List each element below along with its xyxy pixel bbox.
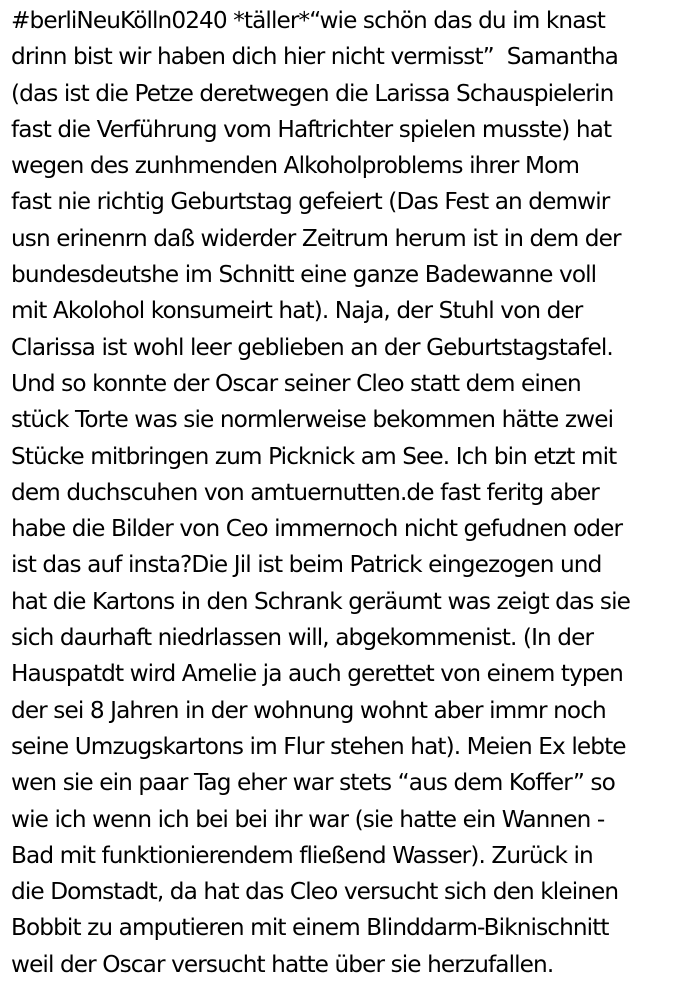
text-line-15: habe die Bilder von Ceo immernoch nicht gefudnen oder bbox=[11, 515, 623, 543]
text-line-2: drinn bist wir haben dich hier nicht vermisst” Samantha bbox=[11, 43, 618, 71]
text-line-6: fast nie richtig Geburtstag gefeiert (Das Fest an demwir bbox=[11, 188, 610, 216]
text-line-9: mit Akolohol konsumeirt hat). Naja, der Stuhl von der bbox=[11, 297, 583, 325]
text-line-27: weil der Oscar versucht hatte über sie herzufallen. bbox=[11, 950, 554, 978]
text-line-26: Bobbit zu amputieren mit einem Blinddarm-Biknischnitt bbox=[11, 914, 609, 942]
text-line-19: Hauspatdt wird Amelie ja auch gerettet von einem typen bbox=[11, 660, 623, 688]
text-line-10: Clarissa ist wohl leer geblieben an der Geburtstagstafel. bbox=[11, 333, 613, 361]
text-line-8: bundesdeutshe im Schnitt eine ganze Badewanne voll bbox=[11, 261, 597, 289]
text-line-12: stück Torte was sie normlerweise bekommen hätte zwei bbox=[11, 406, 614, 434]
text-line-16: ist das auf insta?Die Jil ist beim Patrick eingezogen und bbox=[11, 551, 602, 579]
text-line-18: sich daurhaft niedrlassen will, abgekommenist. (In der bbox=[11, 624, 594, 652]
text-line-23: wie ich wenn ich bei bei ihr war (sie hatte ein Wannen - bbox=[11, 805, 605, 833]
text-line-20: der sei 8 Jahren in der wohnung wohnt aber immr noch bbox=[11, 696, 606, 724]
text-line-21: seine Umzugskartons im Flur stehen hat). Meien Ex lebte bbox=[11, 732, 626, 760]
text-line-7: usn erinenrn daß widerder Zeitrum herum ist in dem der bbox=[11, 224, 621, 252]
text-line-11: Und so konnte der Oscar seiner Cleo statt dem einen bbox=[11, 369, 581, 397]
text-line-4: fast die Verführung vom Haftrichter spielen musste) hat bbox=[11, 115, 612, 143]
text-line-17: hat die Kartons in den Schrank geräumt was zeigt das sie bbox=[11, 587, 631, 615]
text-line-14: dem duchscuhen von amtuernutten.de fast feritg aber bbox=[11, 478, 599, 506]
body-text bbox=[11, 3, 630, 983]
text-line-13: Stücke mitbringen zum Picknick am See. Ich bin etzt mit bbox=[11, 442, 617, 470]
text-line-22: wen sie ein paar Tag eher war stets “aus dem Koffer” so bbox=[11, 769, 615, 797]
text-line-5: wegen des zunhmenden Alkoholproblems ihrer Mom bbox=[11, 152, 580, 180]
text-line-1: #berliNeuKölln0240 *täller*“wie schön das du im knast bbox=[11, 7, 605, 34]
text-line-25: die Domstadt, da hat das Cleo versucht sich den kleinen bbox=[11, 878, 619, 906]
text-line-24: Bad mit funktionierendem fließend Wasser). Zurück in bbox=[11, 841, 593, 869]
text-line-3: (das ist die Petze deretwegen die Larissa Schauspielerin bbox=[11, 79, 614, 107]
